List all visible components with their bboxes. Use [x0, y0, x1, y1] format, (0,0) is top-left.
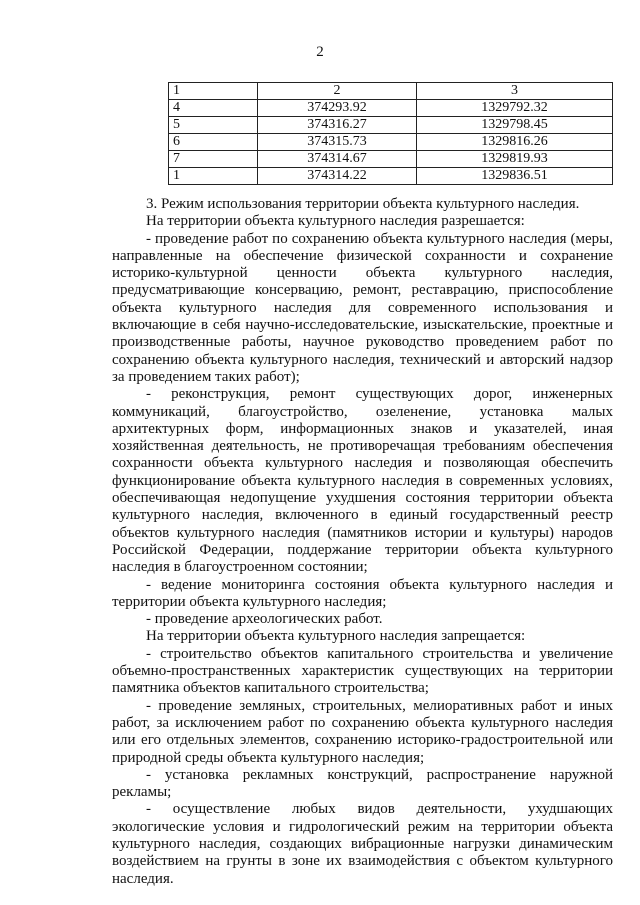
table-cell: 1329816.26	[417, 134, 613, 151]
table-cell: 1329836.51	[417, 168, 613, 185]
table-cell: 1329792.32	[417, 100, 613, 117]
table-cell: 6	[169, 134, 258, 151]
permitted-intro: На территории объекта культурного наследия разрешается:	[146, 213, 525, 230]
table-row	[169, 100, 613, 117]
table-cell: 5	[169, 117, 258, 134]
table-cell: 1	[169, 83, 258, 100]
table-cell: 1329798.45	[417, 117, 613, 134]
list-item: - строительство объектов капитального строительства и увеличение объемно-пространственных характеристик существующих на территории памятника объектов капитального строительства;	[112, 645, 613, 697]
table-cell: 3	[417, 83, 613, 100]
table-row	[169, 151, 613, 168]
list-item: - проведение работ по сохранению объекта культурного наследия (меры, направленные на обеспечение физической сохранности и сохранение историко-культурной ценности объекта культурного наследия, предусматривающие консервацию, ремонт, реставрацию, приспособление объекта культурного наследия для современного использования и включающие в себя научно-исследовательские, изыскательские, проектные и производственные работы, научное руководство проведением работ по сохранению объекта культурного наследия, технический и авторский надзор за проведением таких работ);	[112, 230, 613, 385]
table-cell: 4	[169, 100, 258, 117]
prohibited-intro: На территории объекта культурного наследия запрещается:	[146, 628, 526, 645]
list-item: - проведение археологических работ.	[146, 611, 383, 628]
table-row	[169, 168, 613, 185]
table-cell: 1	[169, 168, 258, 185]
section-heading: 3. Режим использования территории объекта культурного наследия.	[146, 196, 580, 212]
coordinates-table	[168, 82, 613, 185]
list-item: - реконструкция, ремонт существующих дорог, инженерных коммуникаций, благоустройство, озеленение, установка малых архитектурных форм, информационных знаков и указателей, иная хозяйственная деятельность, не противоречащая требованиям обеспечения сохранности объекта культурного наследия и позволяющая обеспечить функционирование объекта культурного наследия в современных условиях, обеспечивающая недопущение ухудшения состояния территории объекта культурного наследия, включенного в единый государственный реестр объектов культурного наследия (памятников истории и культуры) народов Российской Федерации, поддержание территории объекта культурного наследия в благоустроенном состоянии;	[112, 386, 613, 576]
table-header-row	[169, 83, 613, 100]
table-cell: 2	[258, 83, 417, 100]
document-body	[112, 196, 613, 888]
table-cell: 374314.22	[258, 168, 417, 185]
table-cell: 374314.67	[258, 151, 417, 168]
list-item: - установка рекламных конструкций, распространение наружной рекламы;	[112, 766, 613, 801]
list-item: - осуществление любых видов деятельности, ухудшающих экологические условия и гидрологический режим на территории объекта культурного наследия, создающих вибрационные нагрузки динамическим воздействием на грунты в зоне их взаимодействия с объектом культурного наследия.	[112, 801, 613, 887]
table-cell: 374293.92	[258, 100, 417, 117]
table-cell: 7	[169, 151, 258, 168]
table-row	[169, 134, 613, 151]
table-row	[169, 117, 613, 134]
table-cell: 374316.27	[258, 117, 417, 134]
table-cell: 374315.73	[258, 134, 417, 151]
list-item: - проведение земляных, строительных, мелиоративных работ и иных работ, за исключением работ по сохранению объекта культурного наследия или его отдельных элементов, сохранению историко-градостроительной или природной среды объекта культурного наследия;	[112, 697, 613, 766]
list-item: - ведение мониторинга состояния объекта культурного наследия и территории объекта культурного наследия;	[112, 576, 613, 610]
table-cell: 1329819.93	[417, 151, 613, 168]
page-number: 2	[316, 44, 324, 60]
